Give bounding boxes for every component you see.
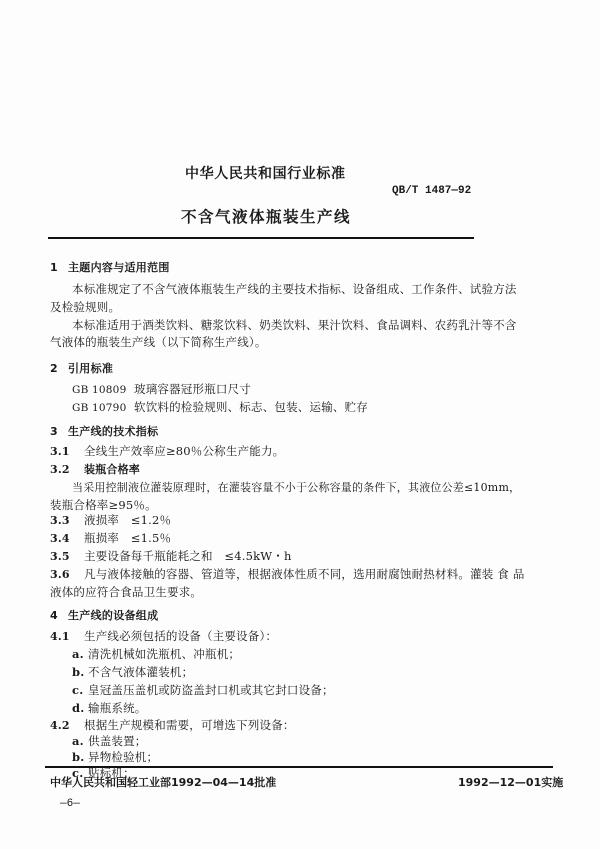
clause-text: 凡与液体接触的容器、管道等，根据液体性质不同，选用耐腐蚀耐热材料。灌装 食 品 bbox=[84, 567, 525, 581]
list-item bbox=[72, 700, 147, 716]
approval-line: 中华人民共和国轻工业部1992—04—14批准 bbox=[50, 776, 277, 789]
list-text: 不含气液体灌装机； bbox=[88, 665, 194, 679]
list-item bbox=[72, 682, 334, 698]
clause-number: 4.2 bbox=[50, 719, 70, 732]
section-heading-3 bbox=[50, 423, 158, 439]
clause-text: 生产线必须包括的设备（主要设备）： bbox=[84, 629, 278, 643]
standard-category: 中华人民共和国行业标准 bbox=[185, 166, 346, 182]
section-number: 1 bbox=[50, 261, 58, 274]
list-item bbox=[72, 664, 193, 680]
list-marker: a. bbox=[72, 734, 84, 748]
reference-code: GB 10809 bbox=[72, 384, 127, 396]
paragraph-line: 气液体的瓶装生产线（以下简称生产线）。 bbox=[50, 335, 267, 349]
reference-title: 玻璃容器冠形瓶口尺寸 bbox=[134, 382, 251, 396]
standard-code: QB/T 1487—92 bbox=[392, 185, 472, 197]
list-marker: d. bbox=[72, 701, 85, 715]
clause-number: 3.3 bbox=[50, 514, 70, 527]
list-text: 清洗机械如洗瓶机、冲瓶机； bbox=[88, 647, 241, 661]
clause-number: 3.5 bbox=[50, 550, 70, 563]
section-heading-2 bbox=[50, 360, 113, 376]
list-text: 贴标机； bbox=[88, 766, 135, 780]
clause-4-1 bbox=[50, 628, 277, 644]
section-heading-1 bbox=[50, 259, 170, 275]
list-marker: a. bbox=[72, 647, 84, 661]
section-title: 引用标准 bbox=[68, 362, 114, 375]
paragraph-line: 液体的应符合食品卫生要求。 bbox=[50, 585, 203, 599]
list-item bbox=[72, 765, 135, 781]
clause-number: 3.6 bbox=[50, 568, 70, 581]
clause-number: 3.1 bbox=[50, 445, 70, 458]
clause-text: 瓶损率 ≤1.5％ bbox=[84, 531, 172, 545]
list-marker: c. bbox=[72, 766, 84, 780]
clause-text: 液损率 ≤1.2％ bbox=[84, 513, 172, 527]
list-item bbox=[72, 733, 147, 749]
paragraph-line: 及检验规则。 bbox=[50, 300, 121, 314]
clause-3-4 bbox=[50, 530, 171, 546]
clause-text: 全线生产效率应≥80％公称生产能力。 bbox=[84, 444, 285, 458]
reference-title: 软饮料的检验规则、标志、包装、运输、贮存 bbox=[134, 400, 368, 414]
section-title: 生产线的技术指标 bbox=[68, 425, 159, 438]
section-heading-4 bbox=[50, 607, 158, 623]
list-item bbox=[72, 749, 158, 765]
paragraph-line: 本标准规定了不含气液体瓶装生产线的主要技术指标、设备组成、工作条件、试验方法 bbox=[72, 282, 517, 296]
section-title: 生产线的设备组成 bbox=[68, 609, 159, 622]
reference-item bbox=[72, 399, 368, 415]
reference-item bbox=[72, 381, 251, 397]
paragraph-line: 本标准适用于酒类饮料、糖浆饮料、奶类饮料、果汁饮料、食品调料、农药乳汁等不含 bbox=[72, 318, 517, 332]
clause-4-2 bbox=[50, 717, 295, 733]
document-title: 不含气液体瓶装生产线 bbox=[181, 208, 352, 226]
section-number: 4 bbox=[50, 609, 58, 622]
clause-3-5 bbox=[50, 548, 292, 564]
list-marker: b. bbox=[72, 665, 85, 679]
list-text: 异物检验机； bbox=[88, 750, 159, 764]
section-title: 主题内容与适用范围 bbox=[68, 261, 170, 274]
list-marker: c. bbox=[72, 683, 84, 697]
list-text: 供盖装置； bbox=[88, 734, 147, 748]
clause-text: 主要设备每千瓶能耗之和 ≤4.5kW・h bbox=[84, 549, 292, 563]
list-marker: b. bbox=[72, 750, 85, 764]
page-number: —6— bbox=[60, 798, 80, 810]
section-number: 2 bbox=[50, 362, 58, 375]
clause-number: 4.1 bbox=[50, 630, 70, 643]
clause-3-1 bbox=[50, 443, 284, 459]
list-text: 输瓶系统。 bbox=[88, 701, 147, 715]
section-number: 3 bbox=[50, 425, 58, 438]
paragraph-line: 装瓶合格率≥95％。 bbox=[50, 498, 157, 512]
clause-text: 根据生产规模和需要，可增选下列设备： bbox=[84, 718, 295, 732]
clause-3-3 bbox=[50, 512, 171, 528]
clause-3-2 bbox=[50, 461, 140, 477]
reference-code: GB 10790 bbox=[72, 402, 127, 414]
paragraph-line: 当采用控制液位灌装原理时，在灌装容量不小于公称容量的条件下，其液位公差≤10mm， bbox=[72, 481, 521, 494]
list-text: 皇冠盖压盖机或防盗盖封口机或其它封口设备； bbox=[88, 683, 334, 697]
clause-number: 3.4 bbox=[50, 532, 70, 545]
header-rule bbox=[48, 237, 474, 239]
clause-3-6 bbox=[50, 566, 525, 582]
clause-number: 3.2 bbox=[50, 463, 70, 476]
list-item bbox=[72, 646, 240, 662]
clause-text: 装瓶合格率 bbox=[84, 463, 140, 476]
implementation-date: 1992—12—01实施 bbox=[458, 776, 564, 789]
